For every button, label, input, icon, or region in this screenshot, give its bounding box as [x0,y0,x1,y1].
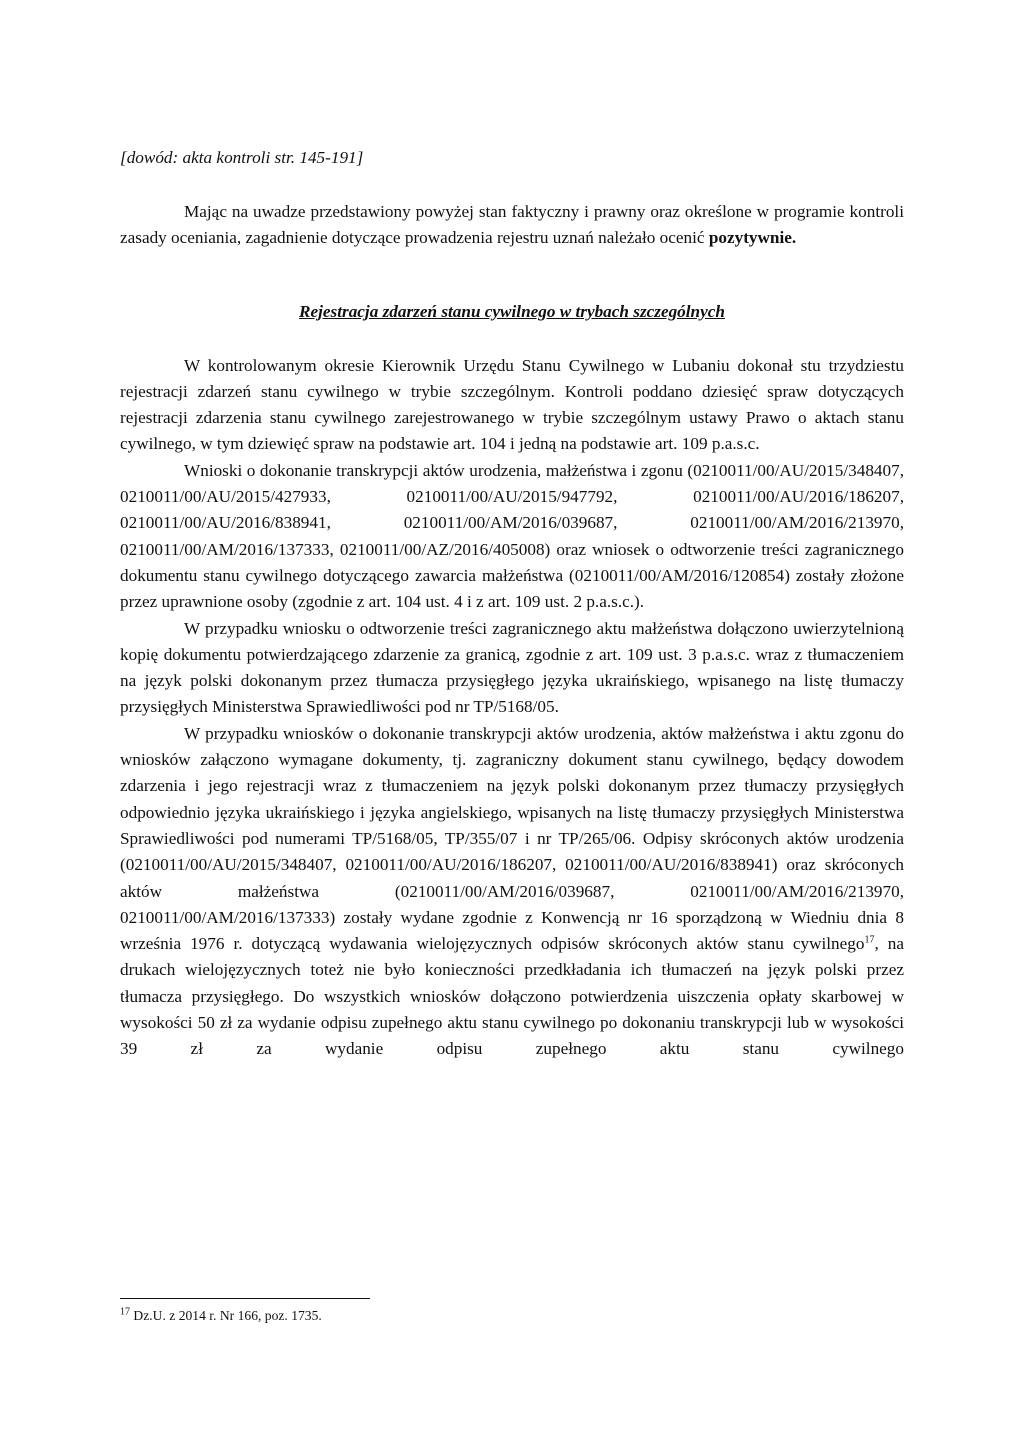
paragraph-transcription-requests: Wnioski o dokonanie transkrypcji aktów urodzenia, małżeństwa i zgonu (0210011/00/AU/2015/348407, 0210011/00/AU/2015/427933, 0210011/00/AU/2015/947792, 0210011/00/AU/2016/186207, 0210011/00/AU/2016/838941, 0210011/00/AM/2016/039687, 0210011/00/AM/2016/213970, 0210011/00/AM/2016/137333, 0210011/00/AZ/2016/405008) oraz wniosek o odtworzenie treści zagranicznego dokumentu stanu cywilnego dotyczącego zawarcia małżeństwa (0210011/00/AM/2016/120854) zostały złożone przez uprawnione osoby (zgodnie z art. 104 ust. 4 i z art. 109 ust. 2 p.a.s.c.). [120,460,904,612]
footnote-number: 17 [120,1306,130,1318]
footnote-separator [120,1298,370,1299]
footnote-reference: 17 [864,934,875,946]
paragraph-marriage-restoration: W przypadku wniosku o odtworzenie treści zagranicznego aktu małżeństwa dołączono uwierzytelnioną kopię dokumentu potwierdzającego zdarzenie za granicą, zgodnie z art. 109 ust. 3 p.a.s.c. wraz z tłumaczeniem na język polski dokonanym przez tłumacza przysięgłego języka ukraińskiego, wpisanego na listę tłumaczy przysięgłych Ministerstwa Sprawiedliwości pod nr TP/5168/05. [120,618,904,717]
footnote-text: Dz.U. z 2014 r. Nr 166, poz. 1735. [130,1308,322,1323]
documents-text-part1: W przypadku wniosków o dokonanie transkrypcji aktów urodzenia, aktów małżeństwa i aktu zgonu do wniosków załączono wymagane dokumenty, tj. zagraniczny dokument stanu cywilnego, będący dowodem zdarzenia i jego rejestracji wraz z tłumaczeniem na język polski dokonanym przez tłumaczy przysięgłych odpowiednio języka ukraińskiego i języka angielskiego, wpisanych na listę tłumaczy przysięgłych Ministerstwa Sprawiedliwości pod numerami TP/5168/05, TP/355/07 i nr TP/265/06. Odpisy skróconych aktów urodzenia (0210011/00/AU/2015/348407, 0210011/00/AU/2016/186207, 0210011/00/AU/2016/838941) oraz skróconych aktów małżeństwa (0210011/00/AM/2016/039687, 0210011/00/AM/2016/213970, 0210011/00/AM/2016/137333) zostały wydane zgodnie z Konwencją nr 16 sporządzoną w Wiedniu dnia 8 września 1976 r. dotyczącą wydawania wielojęzycznych odpisów skróconych aktów stanu cywilnego [120,723,904,954]
documents-text-part2: , na drukach wielojęzycznych toteż nie było konieczności przedkładania ich tłumaczeń na język polski przez tłumacza przysięgłego. Do wszystkich wniosków dołączono potwierdzenia uiszczenia opłaty skarbowej w wysokości 50 zł za wydanie odpisu zupełnego aktu stanu cywilnego po dokonaniu transkrypcji lub w wysokości 39 zł za wydanie odpisu zupełnego aktu stanu cywilnego [120,934,904,1059]
assessment-text: Mając na uwadze przedstawiony powyżej stan faktyczny i prawny oraz określone w programie kontroli zasady oceniania, zagadnienie dotyczące prowadzenia rejestru uznań należało ocenić [120,202,904,248]
paragraph-required-documents [120,721,904,1063]
section-heading: Rejestracja zdarzeń stanu cywilnego w trybach szczególnych [299,301,725,321]
assessment-result: pozytywnie. [708,228,797,248]
document-page [120,145,904,1063]
paragraph-assessment [120,199,904,252]
footnote [120,1307,322,1325]
evidence-reference: [dowód: akta kontroli str. 145-191] [120,148,364,167]
paragraph-special-registrations: W kontrolowanym okresie Kierownik Urzędu Stanu Cywilnego w Lubaniu dokonał stu trzydziestu rejestracji zdarzeń stanu cywilnego w trybie szczególnym. Kontroli poddano dziesięć spraw dotyczących rejestracji zdarzenia stanu cywilnego zarejestrowanego w trybie szczególnym ustawy Prawo o aktach stanu cywilnego, w tym dziewięć spraw na podstawie art. 104 i jedną na podstawie art. 109 p.a.s.c. [120,355,904,454]
